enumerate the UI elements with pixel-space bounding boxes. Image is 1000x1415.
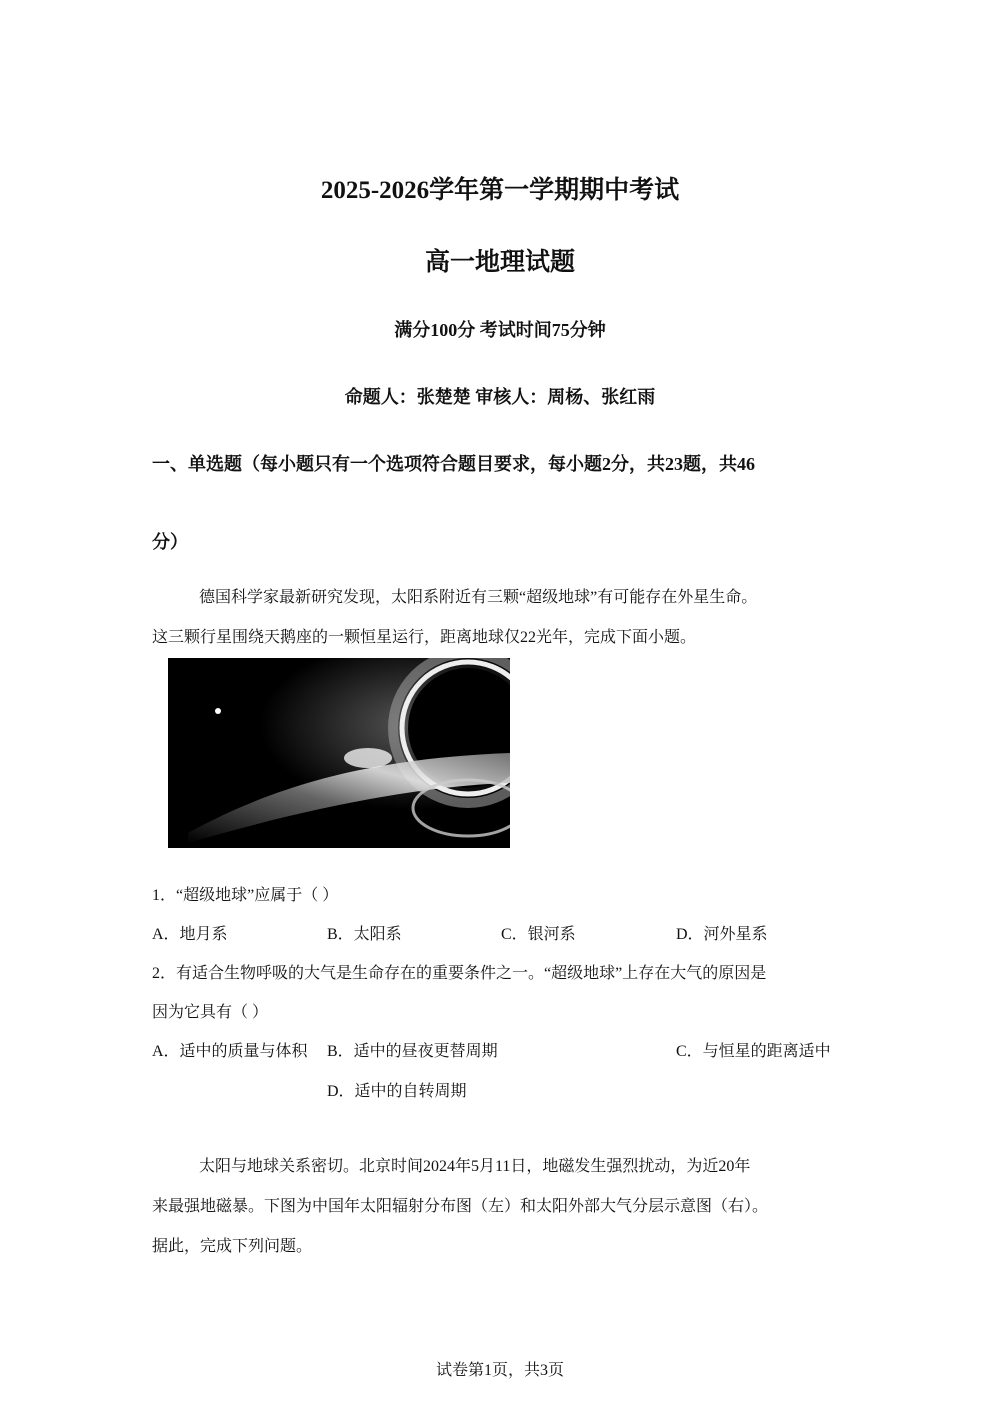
q2-option-c[interactable]: C．与恒星的距离适中	[676, 1043, 831, 1060]
page-footer: 试卷第1页，共3页	[435, 1362, 564, 1379]
passage1-line1: 德国科学家最新研究发现，太阳系附近有三颗“超级地球”有可能存在外星生命。	[199, 589, 758, 606]
section-heading-line1: 一、单选题（每小题只有一个选项符合题目要求，每小题2分，共23题，共46	[152, 454, 755, 474]
exam-info: 满分100分 考试时间75分钟	[394, 320, 606, 340]
exam-title: 2025-2026学年第一学期期中考试	[320, 177, 680, 204]
black-hole-illustration	[168, 658, 510, 848]
q1-stem: 1．“超级地球”应属于（ ）	[152, 887, 339, 904]
q1-option-b[interactable]: B．太阳系	[327, 926, 402, 943]
passage1-line2: 这三颗行星围绕天鹅座的一颗恒星运行，距离地球仅22光年，完成下面小题。	[152, 629, 697, 646]
passage2-line2: 来最强地磁暴。下图为中国年太阳辐射分布图（左）和太阳外部大气分层示意图（右）。	[152, 1198, 769, 1215]
q1-option-d[interactable]: D．河外星系	[676, 926, 768, 943]
passage2-line1: 太阳与地球关系密切。北京时间2024年5月11日，地磁发生强烈扰动，为近20年	[199, 1158, 751, 1175]
q1-option-c[interactable]: C．银河系	[501, 926, 576, 943]
black-hole-image	[168, 658, 510, 848]
q1-option-a[interactable]: A．地月系	[152, 926, 228, 943]
q2-stem-line2: 因为它具有（ ）	[152, 1004, 269, 1021]
exam-authors: 命题人：张楚楚 审核人：周杨、张红雨	[344, 387, 656, 407]
passage2-line3: 据此，完成下列问题。	[152, 1238, 313, 1255]
q2-option-b[interactable]: B．适中的昼夜更替周期	[327, 1043, 498, 1060]
q2-stem-line1: 2．有适合生物呼吸的大气是生命存在的重要条件之一。“超级地球”上存在大气的原因是	[152, 965, 767, 982]
section-heading-line2: 分）	[152, 532, 188, 552]
exam-subtitle: 高一地理试题	[424, 249, 575, 276]
q2-option-d[interactable]: D．适中的自转周期	[327, 1083, 467, 1100]
q2-option-a[interactable]: A．适中的质量与体积	[152, 1043, 308, 1060]
